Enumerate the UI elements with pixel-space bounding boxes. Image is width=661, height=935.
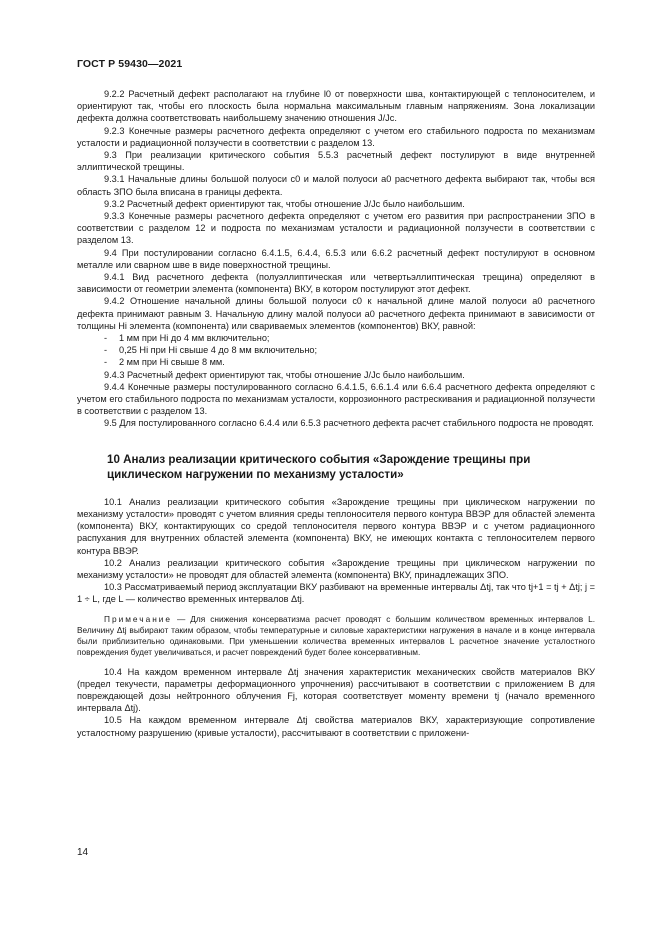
list-item: - 0,25 Hi при Hi свыше 4 до 8 мм включительно; <box>104 345 318 356</box>
list-item-text: 1 мм при Hi до 4 мм включительно; <box>119 333 270 344</box>
paragraph-9-4-1: 9.4.1 Вид расчетного дефекта (полуэллиптическая или четвертьэллиптическая трещина) определяют в зависимости от геометрии элемента (компонента) ВКУ, в котором постулируют этот дефект. <box>77 272 595 295</box>
paragraph-9-2-3: 9.2.3 Конечные размеры расчетного дефекта определяют с учетом его стабильного подроста по механизмам усталости и радиационной ползучести в соответствии с разделом 13. <box>77 125 595 148</box>
paragraph-10-5: 10.5 На каждом временном интервале Δtj свойства материалов ВКУ, характеризующие сопротивление усталостному разрушению (кривые усталости), рассчитывают в соответствии с приложени- <box>77 715 595 738</box>
paragraph-9-4-2: 9.4.2 Отношение начальной длины большой полуоси c0 к начальной длине малой полуоси a0 расчетного дефекта принимают равным 3. Начальную длину малой полуоси a0 расчетного дефекта принимают в зависимости от толщины Hi элемента (компонента) или свариваемых элементов (компонентов) ВКУ, равной: <box>77 296 595 331</box>
note-text: — Для снижения консерватизма расчет проводят с большим количеством временных интервалов L. Величину Δtj выбирают таким образом, чтобы температурные и силовые характеристики нагружения в начале и в конце интервала были приблизительно одинаковыми. При уменьшении количества временных интервалов L расчетное значение усталостного повреждения будет увеличиваться, и расчет повреждений будет более консервативным. <box>77 613 595 657</box>
paragraph-9-4-3: 9.4.3 Расчетный дефект ориентируют так, чтобы отношение J/Jc было наибольшим. <box>104 369 465 380</box>
paragraph-9-2-2: 9.2.2 Расчетный дефект располагают на глубине l0 от поверхности шва, контактирующей с теплоносителем, и ориентируют так, чтобы его плоскость была нормальна максимальным главным напряжениям. Зона локализации дефекта должна соответствовать наибольшему значению отношения J/Jc. <box>77 89 595 124</box>
paragraph-10-4: 10.4 На каждом временном интервале Δtj значения характеристик механических свойств материалов ВКУ (предел текучести, параметры деформационного упрочнения) рассчитывают в соответствии с приложением В для повреждающей дозы нейтронного облучения Fj, которая соответствует моменту времени tj (начало временного интервала Δtj). <box>77 666 595 714</box>
note-label: Примечание <box>104 613 173 624</box>
paragraph-9-4-4: 9.4.4 Конечные размеры постулированного согласно 6.4.1.5, 6.6.1.4 или 6.6.4 расчетного дефекта определяют с учетом его стабильного подроста по механизмам усталости, коррозионного растрескивания и радиационной ползучести в соответствии с разделом 13. <box>77 381 595 417</box>
paragraph-9-3: 9.3 При реализации критического события 5.5.3 расчетный дефект постулируют в виде внутренней эллиптической трещины. <box>77 150 595 173</box>
note <box>77 614 595 658</box>
paragraph-9-3-3: 9.3.3 Конечные размеры расчетного дефекта определяют с учетом его развития при распространении ЗПО в соответствии с разделом 12 и подроста по механизмам усталости и радиационной ползучести в соответствии с разделом 13. <box>77 211 595 246</box>
document-body <box>77 88 595 739</box>
paragraph-10-1: 10.1 Анализ реализации критического события «Зарождение трещины при циклическом нагружении по механизму усталости» проводят с учетом влияния среды теплоносителя первого контура ВВЭР для областей элемента (компонента) ВКУ, контактирующих со средой теплоносителя первого контура ВВЭР и с учетом радиационного распухания для внутренних областей элемента (компонента) ВКУ, не имеющих контакта с теплоносителем первого контура ВВЭР. <box>77 496 595 556</box>
section-heading: 10 Анализ реализации критического события «Зарождение трещины при циклическом нагружении по механизму усталости» <box>107 452 531 481</box>
list-item: - 2 мм при Hi свыше 8 мм. <box>104 357 225 368</box>
paragraph-10-2: 10.2 Анализ реализации критического события «Зарождение трещины при циклическом нагружении по механизму усталости» не проводят для областей элемента (компонента) ВКУ, принадлежащих ЗПО. <box>77 557 595 580</box>
paragraph-10-3: 10.3 Рассматриваемый период эксплуатации ВКУ разбивают на временные интервалы Δtj, так что tj+1 = tj + Δtj; j = 1 ÷ L, где L — количество временных интервалов Δtj. <box>77 582 595 605</box>
list-item: - 1 мм при Hi до 4 мм включительно; <box>104 333 270 344</box>
document-header: ГОСТ Р 59430—2021 <box>77 58 183 70</box>
paragraph-9-3-1: 9.3.1 Начальные длины большой полуоси c0 и малой полуоси a0 расчетного дефекта выбирают так, чтобы вся область ЗПО была вписана в границы дефекта. <box>77 174 595 197</box>
list-item-text: 2 мм при Hi свыше 8 мм. <box>119 357 225 368</box>
list-item-text: 0,25 Hi при Hi свыше 4 до 8 мм включительно; <box>119 345 318 356</box>
paragraph-9-3-2: 9.3.2 Расчетный дефект ориентируют так, чтобы отношение J/Jc было наибольшим. <box>104 198 465 209</box>
paragraph-9-4: 9.4 При постулировании согласно 6.4.1.5, 6.4.4, 6.5.3 или 6.6.2 расчетный дефект постулируют в основном металле или сварном шве в виде поверхностной трещины. <box>77 247 595 270</box>
paragraph-9-5: 9.5 Для постулированного согласно 6.4.4 или 6.5.3 расчетного дефекта расчет стабильного подроста не проводят. <box>104 418 594 429</box>
page-number: 14 <box>77 847 89 858</box>
